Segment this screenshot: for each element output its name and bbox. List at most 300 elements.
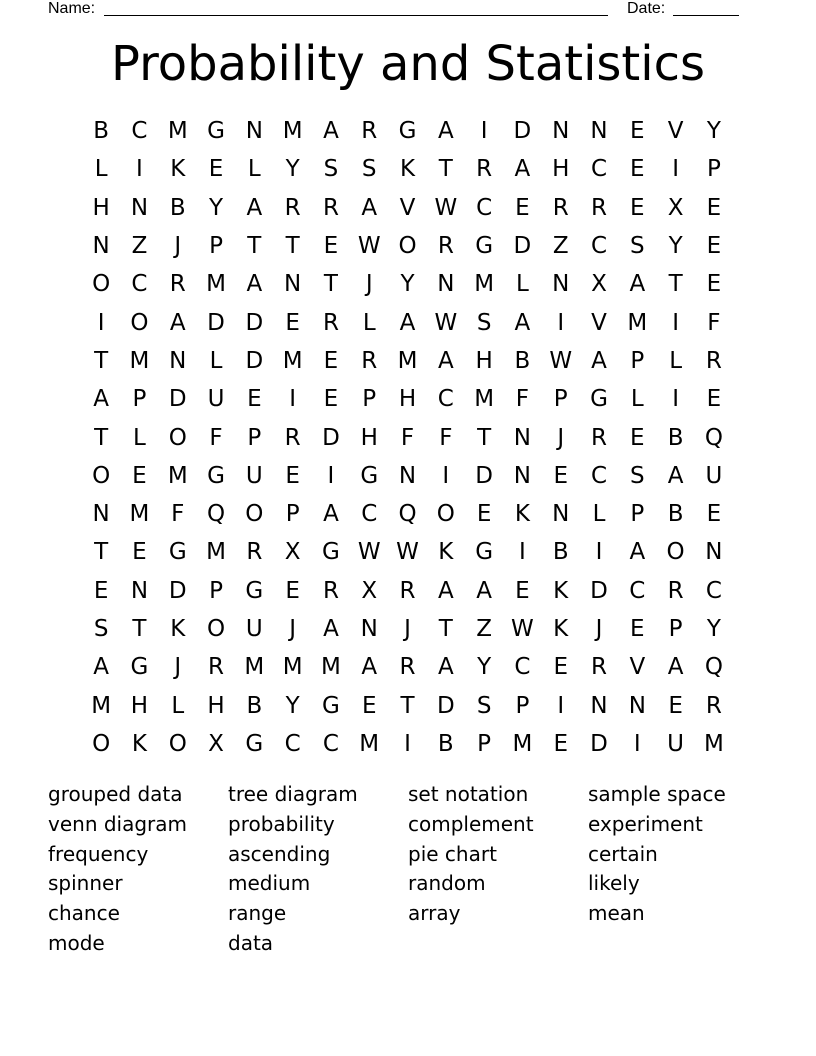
grid-letter[interactable]: T (400, 692, 415, 719)
grid-letter[interactable]: N (513, 424, 532, 451)
grid-letter[interactable]: R (705, 347, 722, 374)
grid-letter[interactable]: A (323, 118, 339, 145)
grid-letter[interactable]: N (130, 577, 149, 604)
grid-letter[interactable]: N (628, 692, 646, 719)
grid-letter[interactable]: Y (668, 233, 683, 260)
grid-letter[interactable]: M (91, 692, 112, 719)
grid-letter[interactable]: Y (706, 616, 721, 642)
grid-letter[interactable]: A (667, 654, 684, 681)
grid-letter[interactable]: A (399, 309, 416, 336)
grid-letter[interactable]: T (668, 271, 683, 298)
grid-letter[interactable]: K (553, 577, 569, 604)
grid-letter[interactable]: N (92, 233, 110, 260)
grid-letter[interactable]: C (514, 654, 531, 681)
grid-letter[interactable]: N (360, 616, 378, 642)
grid-letter[interactable]: P (132, 386, 147, 413)
grid-letter[interactable]: F (515, 386, 530, 413)
grid-letter[interactable]: G (322, 692, 340, 719)
grid-letter[interactable]: D (168, 577, 187, 604)
grid-letter[interactable]: A (514, 156, 531, 183)
grid-letter[interactable]: O (398, 233, 417, 260)
grid-letter[interactable]: C (476, 194, 493, 221)
grid-letter[interactable]: P (706, 156, 721, 183)
grid-letter[interactable]: D (475, 462, 493, 489)
grid-letter[interactable]: R (591, 654, 607, 681)
grid-letter[interactable]: R (169, 271, 186, 298)
grid-letter[interactable]: C (131, 118, 148, 145)
grid-letter[interactable]: G (130, 654, 149, 681)
grid-letter[interactable]: W (549, 347, 573, 374)
grid-letter[interactable]: Y (209, 194, 224, 221)
grid-letter[interactable]: W (357, 233, 381, 260)
grid-letter[interactable]: I (519, 539, 526, 566)
grid-letter[interactable]: Y (706, 118, 721, 145)
grid-letter[interactable]: E (706, 271, 722, 298)
grid-letter[interactable]: D (513, 233, 532, 260)
grid-letter[interactable]: L (516, 271, 529, 298)
grid-letter[interactable]: S (323, 156, 339, 183)
grid-letter[interactable]: V (591, 309, 607, 336)
grid-letter[interactable]: E (706, 194, 722, 221)
grid-letter[interactable]: I (595, 539, 603, 566)
grid-letter[interactable]: E (630, 156, 645, 183)
grid-letter[interactable]: X (284, 539, 301, 566)
grid-letter[interactable]: M (282, 347, 303, 374)
grid-letter[interactable]: K (514, 501, 530, 528)
grid-letter[interactable]: I (97, 309, 105, 336)
grid-letter[interactable]: I (557, 309, 565, 336)
grid-letter[interactable]: J (174, 654, 182, 681)
grid-letter[interactable]: G (322, 539, 340, 566)
grid-letter[interactable]: G (245, 730, 264, 757)
grid-letter[interactable]: O (168, 730, 187, 757)
grid-letter[interactable]: M (512, 730, 533, 757)
grid-letter[interactable]: R (476, 156, 493, 183)
grid-letter[interactable]: R (591, 424, 607, 451)
grid-letter[interactable]: P (247, 424, 262, 451)
grid-letter[interactable]: E (323, 347, 339, 374)
grid-letter[interactable]: B (514, 347, 531, 374)
grid-letter[interactable]: E (247, 386, 262, 413)
grid-letter[interactable]: T (247, 233, 262, 260)
grid-letter[interactable]: A (169, 309, 186, 336)
grid-letter[interactable]: M (474, 271, 495, 298)
grid-letter[interactable]: N (437, 271, 455, 298)
grid-letter[interactable]: A (437, 654, 454, 681)
grid-letter[interactable]: E (323, 386, 339, 413)
grid-letter[interactable]: P (553, 386, 568, 413)
grid-letter[interactable]: Q (704, 654, 723, 681)
grid-letter[interactable]: S (476, 309, 492, 336)
grid-letter[interactable]: R (361, 118, 378, 145)
grid-letter[interactable]: S (476, 692, 492, 719)
grid-letter[interactable]: P (630, 501, 645, 528)
grid-letter[interactable]: O (666, 539, 685, 566)
grid-letter[interactable]: R (322, 577, 339, 604)
grid-letter[interactable]: X (361, 577, 378, 604)
grid-letter[interactable]: H (130, 692, 149, 719)
grid-letter[interactable]: A (246, 194, 263, 221)
grid-letter[interactable]: R (284, 194, 301, 221)
grid-letter[interactable]: E (553, 730, 568, 757)
grid-letter[interactable]: J (289, 616, 297, 642)
grid-letter[interactable]: D (590, 577, 608, 604)
grid-letter[interactable]: A (93, 386, 110, 413)
grid-letter[interactable]: N (705, 539, 723, 566)
grid-letter[interactable]: M (244, 654, 265, 681)
grid-letter[interactable]: E (132, 539, 147, 566)
grid-letter[interactable]: N (513, 462, 532, 489)
grid-letter[interactable]: O (92, 271, 111, 298)
grid-letter[interactable]: P (515, 692, 530, 719)
word-bank-item: ascending (228, 841, 331, 866)
grid-letter[interactable]: G (590, 386, 608, 413)
grid-letter[interactable]: M (359, 730, 380, 757)
grid-row (82, 342, 733, 380)
grid-letter[interactable]: F (400, 424, 415, 451)
grid-letter[interactable]: L (669, 347, 683, 374)
grid-letter[interactable]: N (92, 501, 110, 528)
grid-letter[interactable]: A (667, 462, 684, 489)
grid-letter[interactable]: A (629, 271, 646, 298)
grid-letter[interactable]: F (439, 424, 453, 451)
grid-letter[interactable]: N (552, 501, 570, 528)
grid-letter[interactable]: I (672, 156, 679, 183)
grid-letter[interactable]: G (475, 233, 494, 260)
grid-letter[interactable]: L (171, 692, 185, 719)
grid-letter[interactable]: M (282, 118, 303, 145)
grid-letter[interactable]: D (168, 386, 187, 413)
grid-letter[interactable]: F (707, 309, 721, 336)
grid-letter[interactable]: B (169, 194, 186, 221)
word-bank-item: pie chart (408, 841, 497, 866)
grid-letter[interactable]: S (630, 233, 645, 260)
grid-letter[interactable]: E (706, 233, 722, 260)
word-bank-item: tree diagram (228, 782, 358, 806)
grid-letter[interactable]: O (168, 424, 187, 451)
grid-letter[interactable]: P (209, 577, 223, 604)
grid-letter[interactable]: C (131, 271, 148, 298)
grid-letter[interactable]: Q (704, 424, 723, 451)
grid-letter[interactable]: R (552, 194, 569, 221)
grid-letter[interactable]: Z (476, 616, 492, 642)
grid-letter[interactable]: P (630, 347, 645, 374)
grid-letter[interactable]: K (170, 616, 186, 642)
grid-letter[interactable]: L (592, 501, 606, 528)
grid-letter[interactable]: E (285, 309, 300, 336)
grid-letter[interactable]: C (705, 577, 722, 604)
grid-letter[interactable]: R (322, 309, 339, 336)
grid-letter[interactable]: N (245, 118, 263, 145)
grid-letter[interactable]: R (284, 424, 301, 451)
name-blank-line[interactable] (104, 15, 608, 16)
grid-letter[interactable]: H (552, 156, 570, 183)
grid-row (82, 610, 733, 648)
grid-letter[interactable]: V (667, 118, 684, 145)
grid-letter[interactable]: C (322, 730, 339, 757)
grid-letter[interactable]: J (174, 233, 182, 260)
grid-letter[interactable]: E (208, 156, 224, 183)
grid-letter[interactable]: I (480, 118, 488, 145)
grid-letter[interactable]: C (284, 730, 301, 757)
grid-letter[interactable]: B (246, 692, 263, 719)
grid-letter[interactable]: H (475, 347, 493, 374)
grid-letter[interactable]: R (591, 194, 607, 221)
grid-letter[interactable]: T (94, 347, 109, 374)
grid-letter[interactable]: L (362, 309, 376, 336)
grid-letter[interactable]: B (437, 730, 454, 757)
grid-letter[interactable]: R (399, 654, 416, 681)
grid-letter[interactable]: H (360, 424, 378, 451)
grid-letter[interactable]: E (361, 692, 377, 719)
grid-letter[interactable]: M (397, 347, 418, 374)
grid-letter[interactable]: I (289, 386, 297, 413)
grid-letter[interactable]: A (437, 118, 454, 145)
grid-letter[interactable]: O (436, 501, 455, 528)
grid-letter[interactable]: G (360, 462, 379, 489)
grid-letter[interactable]: R (705, 692, 722, 719)
grid-letter[interactable]: E (553, 654, 568, 681)
grid-letter[interactable]: U (245, 616, 263, 642)
grid-letter[interactable]: Z (131, 233, 148, 260)
grid-letter[interactable]: E (630, 616, 645, 642)
grid-letter[interactable]: M (129, 347, 150, 374)
grid-letter[interactable]: M (129, 501, 150, 528)
grid-letter[interactable]: L (94, 156, 108, 183)
grid-letter[interactable]: N (130, 194, 149, 221)
grid-letter[interactable]: G (245, 577, 264, 604)
grid-letter[interactable]: N (169, 347, 187, 374)
grid-letter[interactable]: D (322, 424, 340, 451)
grid-letter[interactable]: L (133, 424, 146, 451)
grid-letter[interactable]: D (590, 730, 608, 757)
grid-letter[interactable]: G (475, 539, 494, 566)
grid-letter[interactable]: M (474, 386, 495, 413)
grid-letter[interactable]: N (398, 462, 417, 489)
grid-letter[interactable]: F (209, 424, 223, 451)
grid-letter[interactable]: N (590, 692, 608, 719)
grid-letter[interactable]: L (247, 156, 261, 183)
grid-letter[interactable]: W (511, 616, 534, 642)
grid-letter[interactable]: N (552, 118, 570, 145)
grid-letter[interactable]: R (361, 347, 378, 374)
grid-letter[interactable]: E (706, 501, 722, 528)
grid-letter[interactable]: D (245, 347, 264, 374)
grid-letter[interactable]: J (595, 616, 603, 642)
grid-letter[interactable]: E (706, 386, 722, 413)
grid-letter[interactable]: M (167, 462, 188, 489)
grid-row (82, 150, 733, 188)
grid-letter[interactable]: I (672, 386, 679, 413)
grid-letter[interactable]: P (285, 501, 300, 528)
grid-letter[interactable]: N (590, 118, 608, 145)
grid-letter[interactable]: A (361, 194, 378, 221)
grid-letter[interactable]: K (399, 156, 416, 183)
grid-letter[interactable]: W (396, 539, 419, 566)
grid-letter[interactable]: E (668, 692, 683, 719)
grid-letter[interactable]: A (437, 577, 454, 604)
grid-letter[interactable]: L (209, 347, 223, 374)
grid-letter[interactable]: A (323, 616, 339, 642)
grid-letter[interactable]: K (170, 156, 186, 183)
grid-letter[interactable]: B (93, 118, 110, 145)
date-blank-line[interactable] (673, 15, 739, 16)
grid-letter[interactable]: X (667, 194, 684, 221)
grid-letter[interactable]: E (285, 462, 300, 489)
grid-letter[interactable]: A (93, 654, 110, 681)
grid-letter[interactable]: E (323, 233, 339, 260)
grid-letter[interactable]: S (361, 156, 377, 183)
grid-letter[interactable]: O (245, 501, 264, 528)
grid-letter[interactable]: V (399, 194, 416, 221)
grid-letter[interactable]: I (404, 730, 411, 757)
grid-letter[interactable]: G (398, 118, 417, 145)
grid-letter[interactable]: O (92, 730, 111, 757)
grid-letter[interactable]: T (285, 233, 300, 260)
grid-letter[interactable]: V (629, 654, 646, 681)
grid-letter[interactable]: B (667, 424, 684, 451)
grid-letter[interactable]: I (557, 692, 565, 719)
grid-letter[interactable]: M (206, 539, 226, 566)
grid-letter[interactable]: W (434, 194, 458, 221)
grid-letter[interactable]: U (667, 730, 685, 757)
grid-letter[interactable]: P (477, 730, 492, 757)
grid-letter[interactable]: L (630, 386, 644, 413)
grid-letter[interactable]: R (208, 654, 225, 681)
grid-letter[interactable]: A (323, 501, 339, 528)
grid-letter[interactable]: T (94, 539, 109, 566)
grid-letter[interactable]: E (285, 577, 300, 604)
grid-letter[interactable]: J (404, 616, 411, 642)
grid-letter[interactable]: E (630, 194, 645, 221)
grid-letter[interactable]: M (627, 309, 648, 336)
grid-letter[interactable]: A (514, 309, 531, 336)
grid-letter[interactable]: O (92, 462, 111, 489)
grid-letter[interactable]: I (136, 156, 143, 183)
grid-letter[interactable]: S (93, 616, 109, 642)
grid-letter[interactable]: A (476, 577, 492, 604)
grid-letter[interactable]: I (633, 730, 641, 757)
grid-letter[interactable]: N (284, 271, 302, 298)
grid-letter[interactable]: E (553, 462, 568, 489)
grid-letter[interactable]: B (667, 501, 684, 528)
grid-letter[interactable]: I (672, 309, 679, 336)
grid-letter[interactable]: M (703, 730, 724, 757)
grid-letter[interactable]: E (630, 424, 645, 451)
grid-letter[interactable]: W (357, 539, 381, 566)
grid-letter[interactable]: D (436, 692, 455, 719)
grid-letter[interactable]: Y (477, 654, 492, 681)
grid-letter[interactable]: C (437, 386, 454, 413)
grid-letter[interactable]: G (207, 462, 225, 489)
grid-letter[interactable]: Y (285, 692, 300, 719)
grid-letter[interactable]: A (629, 539, 646, 566)
grid-letter[interactable]: E (93, 577, 109, 604)
grid-letter[interactable]: P (209, 233, 223, 260)
grid-letter[interactable]: Q (398, 501, 417, 528)
grid-letter[interactable]: G (168, 539, 187, 566)
grid-letter[interactable]: N (552, 271, 570, 298)
grid-letter[interactable]: C (590, 156, 608, 183)
grid-letter[interactable]: T (477, 424, 492, 451)
grid-letter[interactable]: E (515, 577, 530, 604)
grid-letter[interactable]: U (245, 462, 263, 489)
grid-letter[interactable]: A (361, 654, 378, 681)
grid-letter[interactable]: A (591, 347, 607, 374)
grid-letter[interactable]: O (130, 309, 149, 336)
grid-letter[interactable]: X (208, 730, 224, 757)
grid-letter[interactable]: X (591, 271, 607, 298)
grid-letter[interactable]: J (557, 424, 565, 451)
grid-letter[interactable]: P (362, 386, 377, 413)
grid-letter[interactable]: F (171, 501, 185, 528)
grid-letter[interactable]: R (667, 577, 684, 604)
grid-letter[interactable]: M (167, 118, 188, 145)
grid-letter[interactable]: M (321, 654, 341, 681)
grid-letter[interactable]: Q (206, 501, 226, 528)
grid-letter[interactable]: H (398, 386, 417, 413)
grid-letter[interactable]: K (131, 730, 147, 757)
grid-letter[interactable]: E (132, 462, 147, 489)
grid-row (82, 572, 733, 610)
grid-letter[interactable]: M (206, 271, 226, 298)
grid-letter[interactable]: E (630, 118, 645, 145)
grid-letter[interactable]: H (207, 692, 225, 719)
grid-letter[interactable]: H (92, 194, 110, 221)
grid-letter[interactable]: E (476, 501, 492, 528)
grid-letter[interactable]: M (282, 654, 303, 681)
grid-letter[interactable]: R (437, 233, 454, 260)
grid-letter[interactable]: O (206, 616, 226, 642)
grid-letter[interactable]: G (207, 118, 225, 145)
grid-letter[interactable]: K (438, 539, 454, 566)
grid-letter[interactable]: C (590, 462, 608, 489)
grid-letter[interactable]: D (513, 118, 532, 145)
grid-letter[interactable]: Z (552, 233, 569, 260)
grid-letter[interactable]: C (590, 233, 608, 260)
grid-letter[interactable]: T (323, 271, 338, 298)
grid-letter[interactable]: T (438, 616, 453, 642)
grid-letter[interactable]: U (705, 462, 723, 489)
grid-letter[interactable]: I (327, 462, 335, 489)
grid-letter[interactable]: D (245, 309, 264, 336)
grid-letter[interactable]: A (246, 271, 263, 298)
word-bank-item: frequency (48, 841, 149, 866)
grid-row (82, 648, 733, 686)
grid-letter[interactable]: B (552, 539, 569, 566)
grid-letter[interactable]: D (207, 309, 225, 336)
grid-letter[interactable]: A (437, 347, 454, 374)
grid-letter[interactable]: K (553, 616, 569, 642)
grid-letter[interactable]: U (207, 386, 225, 413)
grid-letter[interactable]: T (132, 616, 147, 642)
grid-letter[interactable]: T (438, 156, 453, 183)
grid-letter[interactable]: Y (400, 271, 415, 298)
grid-letter[interactable]: E (515, 194, 530, 221)
grid-letter[interactable]: Y (285, 156, 300, 183)
grid-letter[interactable]: I (442, 462, 450, 489)
grid-letter[interactable]: P (668, 616, 683, 642)
grid-letter[interactable]: R (322, 194, 339, 221)
grid-letter[interactable]: J (365, 271, 373, 298)
grid-letter[interactable]: C (361, 501, 378, 528)
grid-letter[interactable]: W (434, 309, 458, 336)
grid-letter[interactable]: R (399, 577, 416, 604)
grid-letter[interactable]: C (629, 577, 646, 604)
grid-letter[interactable]: S (630, 462, 645, 489)
grid-letter[interactable]: R (246, 539, 263, 566)
grid-letter[interactable]: T (94, 424, 109, 451)
